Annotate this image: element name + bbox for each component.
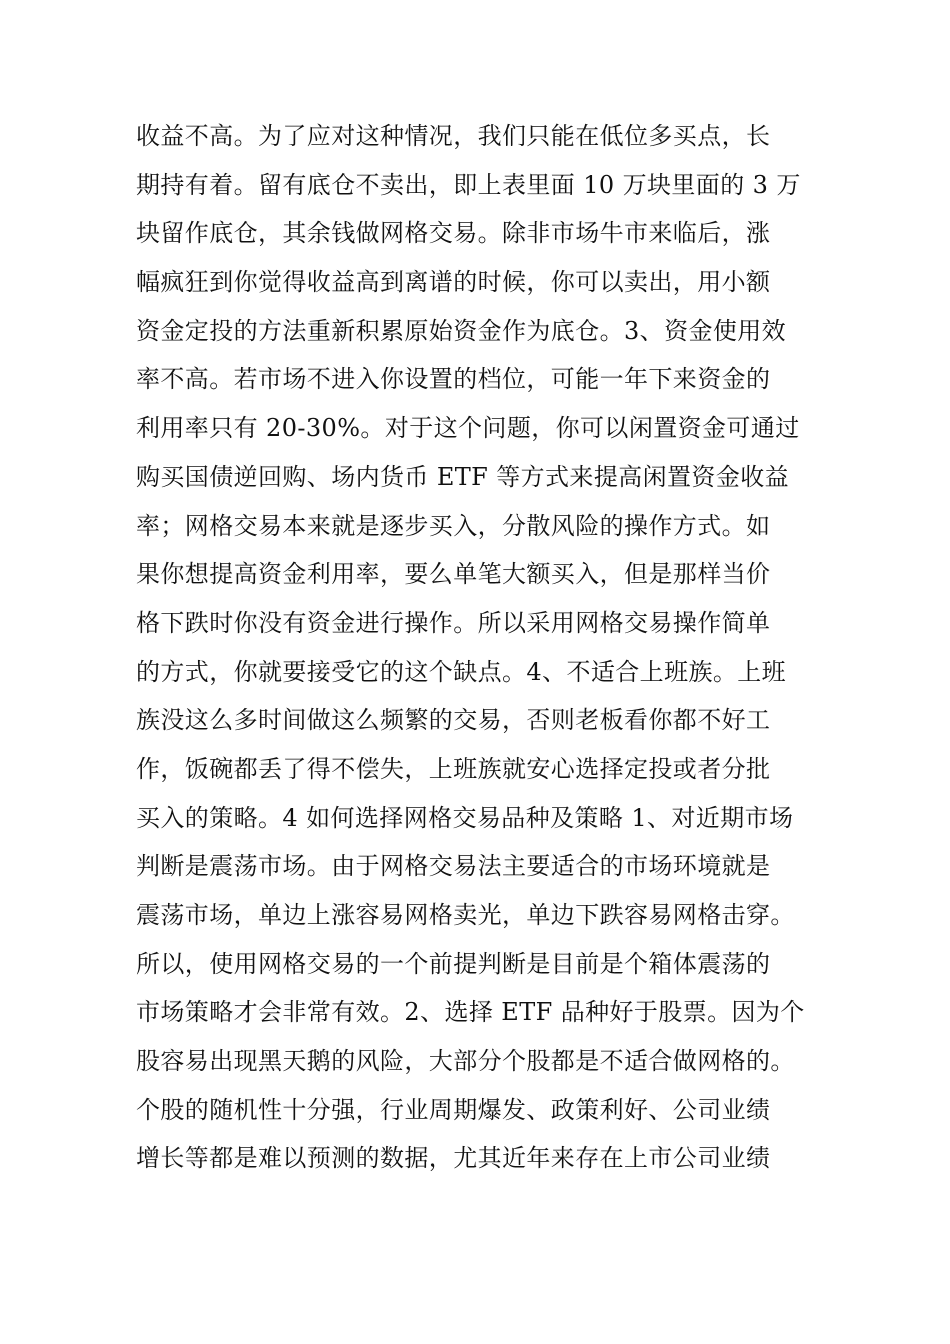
body-text xyxy=(136,118,836,1189)
text-line-2: 期持有着。留有底仓不卖出，即上表里面 10 万块里面的 3 万 xyxy=(136,170,801,199)
text-line-22: 增长等都是难以预测的数据，尤其近年来存在上市公司业绩 xyxy=(136,1144,771,1173)
text-line-13: 族没这么多时间做这么频繁的交易，否则老板看你都不好工 xyxy=(136,706,771,735)
text-line-15: 买入的策略。4 如何选择网格交易品种及策略 1、对近期市场 xyxy=(136,803,794,832)
text-line-1: 收益不高。为了应对这种情况，我们只能在低位多买点，长 xyxy=(136,122,771,150)
text-line-17: 震荡市场，单边上涨容易网格卖光，单边下跌容易网格击穿。 xyxy=(136,901,795,929)
text-line-16: 判断是震荡市场。由于网格交易法主要适合的市场环境就是 xyxy=(136,852,771,881)
text-line-21: 个股的随机性十分强，行业周期爆发、政策利好、公司业绩 xyxy=(136,1095,771,1124)
text-line-7: 利用率只有 20-30%。对于这个问题，你可以闲置资金可通过 xyxy=(136,414,800,443)
text-line-19: 市场策略才会非常有效。2、选择 ETF 品种好于股票。因为个 xyxy=(136,998,805,1027)
text-line-8: 购买国债逆回购、场内货币 ETF 等方式来提高闲置资金收益 xyxy=(136,462,790,491)
text-line-9: 率；网格交易本来就是逐步买入，分散风险的操作方式。如 xyxy=(136,511,771,540)
text-line-18: 所以，使用网格交易的一个前提判断是目前是个箱体震荡的 xyxy=(136,949,771,978)
text-line-10: 果你想提高资金利用率，要么单笔大额买入，但是那样当价 xyxy=(136,560,771,589)
text-line-20: 股容易出现黑天鹅的风险，大部分个股都是不适合做网格的。 xyxy=(136,1047,795,1076)
text-line-5: 资金定投的方法重新积累原始资金作为底仓。3、资金使用效 xyxy=(136,316,787,345)
text-line-6: 率不高。若市场不进入你设置的档位，可能一年下来资金的 xyxy=(136,365,771,394)
text-line-3: 块留作底仓，其余钱做网格交易。除非市场牛市来临后，涨 xyxy=(136,219,771,248)
text-line-11: 格下跌时你没有资金进行操作。所以采用网格交易操作简单 xyxy=(136,608,771,637)
text-line-14: 作，饭碗都丢了得不偿失，上班族就安心选择定投或者分批 xyxy=(136,754,771,783)
text-line-4: 幅疯狂到你觉得收益高到离谱的时候，你可以卖出，用小额 xyxy=(136,268,771,297)
text-line-12: 的方式，你就要接受它的这个缺点。4、不适合上班族。上班 xyxy=(136,657,787,686)
